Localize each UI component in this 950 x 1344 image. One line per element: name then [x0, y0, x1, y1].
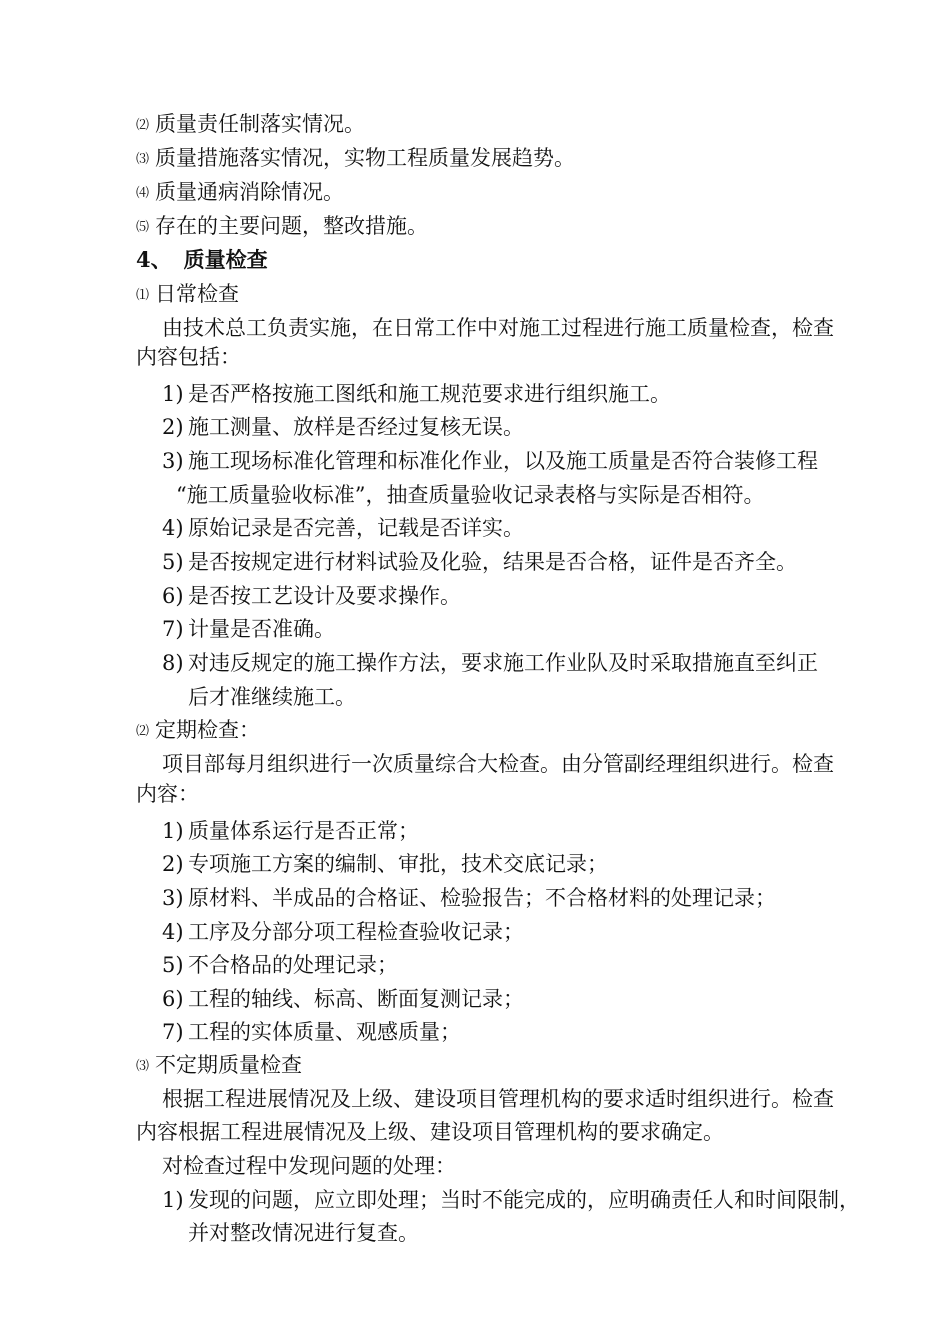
subsection-title: 不定期质量检查: [155, 1053, 303, 1077]
section-heading: [136, 246, 268, 274]
numbered-item: [162, 1186, 860, 1214]
list-item: [136, 212, 428, 242]
item-number: 6): [162, 987, 184, 1011]
numbered-item: [162, 918, 524, 946]
item-text: 原始记录是否完善，记载是否详实。: [188, 516, 524, 540]
item-text: 质量责任制落实情况。: [155, 112, 366, 136]
numbered-item: [162, 884, 776, 912]
item-marker: ⑸: [136, 220, 150, 235]
item-text: 对违反规定的施工操作方法，要求施工作业队及时采取措施直至纠正: [188, 651, 818, 675]
numbered-item: [162, 447, 818, 475]
numbered-item: [162, 985, 524, 1013]
list-item: [136, 144, 575, 174]
item-marker: ⑶: [136, 152, 150, 167]
item-text: 质量体系运行是否正常；: [188, 819, 419, 843]
item-text: 是否按规定进行材料试验及化验，结果是否合格，证件是否齐全。: [188, 550, 797, 574]
item-text: 施工测量、放样是否经过复核无误。: [188, 415, 524, 439]
paragraph-line: 内容根据工程进展情况及上级、建设项目管理机构的要求确定。: [136, 1120, 724, 1144]
subsection-title: 日常检查: [155, 282, 240, 306]
section-number: 4、: [136, 247, 172, 272]
list-item: [136, 178, 344, 208]
item-text: 是否按工艺设计及要求操作。: [188, 584, 461, 608]
paragraph-line: 由技术总工负责实施，在日常工作中对施工过程进行施工质量检查，检查: [162, 316, 834, 340]
subsection-marker: ⑶: [136, 1059, 150, 1074]
item-number: 1): [162, 1188, 184, 1212]
item-text: 质量措施落实情况，实物工程质量发展趋势。: [155, 146, 576, 170]
item-number: 1): [162, 382, 184, 406]
item-text: 工序及分部分项工程检查验收记录；: [188, 920, 524, 944]
item-text: 发现的问题，应立即处理；当时不能完成的，应明确责任人和时间限制，: [188, 1188, 860, 1212]
list-item: [136, 110, 365, 140]
item-continuation: “施工质量验收标准”，抽查质量验收记录表格与实际是否相符。: [176, 483, 765, 507]
item-continuation: 并对整改情况进行复查。: [188, 1221, 419, 1245]
item-number: 7): [162, 1020, 184, 1044]
item-text: 工程的轴线、标高、断面复测记录；: [188, 987, 524, 1011]
numbered-item: [162, 1018, 461, 1046]
item-number: 5): [162, 953, 184, 977]
item-number: 3): [162, 886, 184, 910]
numbered-item: [162, 380, 671, 408]
paragraph-line: 根据工程进展情况及上级、建设项目管理机构的要求适时组织进行。检查: [162, 1087, 834, 1111]
item-number: 4): [162, 920, 184, 944]
item-number: 4): [162, 516, 184, 540]
subsection-title: 定期检查：: [155, 718, 261, 742]
item-text: 计量是否准确。: [188, 617, 335, 641]
item-text: 工程的实体质量、观感质量；: [188, 1020, 461, 1044]
numbered-item: [162, 514, 524, 542]
numbered-item: [162, 951, 398, 979]
item-text: 专项施工方案的编制、审批，技术交底记录；: [188, 852, 608, 876]
item-number: 7): [162, 617, 184, 641]
subsection-marker: ⑵: [136, 724, 150, 739]
paragraph-line: 内容：: [136, 782, 199, 806]
subsection-heading: [136, 1051, 302, 1081]
numbered-item: [162, 413, 524, 441]
item-number: 1): [162, 819, 184, 843]
numbered-item: [162, 615, 335, 643]
paragraph-line: 对检查过程中发现问题的处理：: [162, 1154, 456, 1178]
item-text: 是否严格按施工图纸和施工规范要求进行组织施工。: [188, 382, 671, 406]
item-text: 施工现场标准化管理和标准化作业，以及施工质量是否符合装修工程: [188, 449, 818, 473]
item-continuation: 后才准继续施工。: [188, 685, 356, 709]
numbered-item: [162, 548, 797, 576]
item-number: 8): [162, 651, 184, 675]
subsection-heading: [136, 280, 239, 310]
section-title: 质量检查: [183, 247, 268, 272]
numbered-item: [162, 649, 818, 677]
item-marker: ⑵: [136, 118, 150, 133]
item-number: 3): [162, 449, 184, 473]
item-text: 原材料、半成品的合格证、检验报告；不合格材料的处理记录；: [188, 886, 776, 910]
item-number: 5): [162, 550, 184, 574]
item-text: 质量通病消除情况。: [155, 180, 345, 204]
paragraph-line: 内容包括：: [136, 345, 241, 369]
item-text: 存在的主要问题，整改措施。: [155, 214, 429, 238]
numbered-item: [162, 582, 461, 610]
item-marker: ⑷: [136, 186, 150, 201]
item-text: 不合格品的处理记录；: [188, 953, 398, 977]
numbered-item: [162, 850, 608, 878]
paragraph-line: 项目部每月组织进行一次质量综合大检查。由分管副经理组织进行。检查: [162, 752, 834, 776]
item-number: 2): [162, 415, 184, 439]
numbered-item: [162, 817, 419, 845]
item-number: 2): [162, 852, 184, 876]
item-number: 6): [162, 584, 184, 608]
subsection-heading: [136, 716, 260, 746]
subsection-marker: ⑴: [136, 288, 150, 303]
